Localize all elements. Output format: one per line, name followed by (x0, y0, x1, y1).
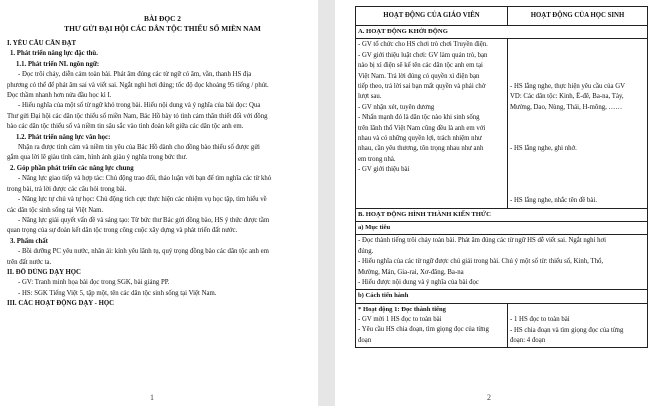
objective-line: - Hiểu được nội dung và ý nghĩa của bài đọc (358, 279, 479, 287)
teacher-line: - GV tổ chức cho HS chơi trò chơi Truyền điện. (358, 41, 488, 49)
body-line: - Năng lực giải quyết vấn đề và sáng tạo: Từ bức thư Bác gửi đồng bào, HS ý thức được tầm (18, 216, 270, 224)
student-line (510, 61, 645, 71)
student-line: - HS lắng nghe, nhắc tên đề bài. (510, 197, 598, 205)
student-line: Mường, Dao, Nùng, Thái, H-mông, …… (510, 103, 623, 111)
student-line (510, 305, 645, 315)
objective-line: đúng. (358, 247, 374, 255)
body-line: I. YÊU CẦU CẦN ĐẠT (7, 40, 77, 47)
teacher-line (358, 176, 505, 186)
body-line: 1. Phát triển năng lực đặc thù. (10, 50, 98, 58)
teacher-line: nào bị xì điện sẽ kể tên các dân tộc anh em tại (358, 62, 483, 70)
student-line (510, 113, 645, 123)
body-line: II. ĐỒ DÙNG DẠY HỌC (7, 268, 81, 276)
document-page-1 (0, 0, 318, 406)
teacher-line: nhau, cần yêu thương, tôn trọng nhau như anh (358, 145, 484, 153)
body-line: phương có thể để phát âm sai và viết sai. Ngắt nghỉ hơi đúng; tốc độ đọc khoảng 95 tiếng / phút. (7, 81, 269, 89)
teacher-line: - GV nhận xét, tuyên dương (358, 103, 435, 111)
body-line: Thư gửi Đại hội các dân tộc thiểu số miền Nam, Bác Hồ bày tỏ tình cảm thân thiết đối với đồng (7, 112, 268, 120)
body-line: - Hiểu nghĩa của một số từ ngữ khó trong bài. Hiểu nội dung và ý nghĩa của bài đọc: Qua (18, 102, 261, 110)
body-line: trong bài, trả lời được các câu hỏi trong bài. (7, 185, 127, 193)
student-line (510, 72, 645, 82)
student-activity-a (508, 39, 648, 209)
section-a-title: A. HOẠT ĐỘNG KHỞI ĐỘNG (356, 26, 648, 39)
student-line (510, 51, 645, 61)
body-line: - Năng lực giao tiếp và hợp tác: Chủ động trao đổi, thảo luận với bạn để tìm nghĩa các từ khó (18, 175, 272, 183)
table-header-row (356, 7, 648, 26)
student-line: VD: Các dân tộc: Kinh, Ê-đê, Ba-na, Tày, (510, 93, 624, 101)
body-line: bào các dân tộc thiểu số và niềm tin sâu sắc vào tình đoàn kết giữa các dân tộc anh em. (7, 123, 244, 131)
body-line: các dân tộc sinh sống tại Việt Nam. (7, 206, 104, 214)
student-line: - HS lắng nghe, ghi nhớ. (510, 145, 577, 153)
section-a-content-row (356, 39, 648, 209)
student-line (510, 165, 645, 175)
body-line: III. CÁC HOẠT ĐỘNG DẠY - HỌC (7, 300, 115, 308)
student-line: đoạn: 4 đoạn (510, 336, 546, 344)
activity-1-row (356, 303, 648, 348)
teacher-line (358, 186, 505, 196)
method-title-row (356, 290, 648, 303)
body-line: - Bồi dưỡng PC yêu nước, nhân ái: kính yêu lãnh tụ, quý trọng đồng bào các dân tộc anh em (18, 248, 269, 256)
body-line: - HS: SGK Tiếng Việt 5, tập một, tên các dân tộc sinh sống tại Việt Nam. (18, 289, 217, 297)
student-line (510, 155, 645, 165)
student-line (510, 124, 645, 134)
activity-table (355, 6, 648, 348)
student-column-header: HOẠT ĐỘNG CỦA HỌC SINH (508, 7, 648, 26)
activity-1-student (508, 303, 648, 348)
teacher-line: - GV giới thiệu luật chơi: GV làm quản trò, bạn (358, 51, 488, 59)
student-line (510, 134, 645, 144)
student-line: - HS lắng nghe, thực hiện yêu cầu của GV (510, 82, 626, 90)
body-line: 3. Phẩm chất (10, 237, 48, 245)
body-line: trên đất nước ta. (7, 258, 52, 266)
lesson-title: BÀI ĐỌC 2 (144, 14, 181, 23)
teacher-line: trên lãnh thổ Việt Nam cũng đều là anh em với (358, 124, 486, 132)
body-line: 1.1. Phát triển NL ngôn ngữ: (16, 60, 100, 68)
activity-1-teacher (356, 303, 508, 348)
teacher-line: Việt Nam. Trả lời đúng có quyền xì điện bạn (358, 72, 480, 80)
teacher-line: tiếp theo, trả lời sai bạn mất quyền và phải chờ (358, 82, 486, 90)
teacher-column-header: HOẠT ĐỘNG CỦA GIÁO VIÊN (356, 7, 508, 26)
student-line (510, 176, 645, 186)
objective-line: - Hiểu nghĩa của các từ ngữ được chú giải trong bài. Chú ý một số từ: thiểu số, Kinh, Thổ, (358, 258, 604, 266)
objectives-title: a) Mục tiêu (356, 222, 648, 235)
lesson-subtitle: THƯ GỬI ĐẠI HỘI CÁC DÂN TỘC THIỂU SỐ MIỀN NAM (64, 24, 261, 33)
teacher-line: - GV giới thiệu bài (358, 166, 410, 174)
student-line: - HS chia đoạn và tìm giọng đọc của từng (510, 326, 624, 334)
teacher-line: em trong nhà. (358, 155, 396, 163)
body-line: - Năng lực tự chủ và tự học: Chủ động tích cực thực hiện các nhiệm vụ học tập, tìm hiểu về (18, 196, 267, 204)
page-number: 2 (487, 393, 491, 402)
section-a-row (356, 26, 648, 39)
body-line: 2. Góp phần phát triển các năng lực chung (10, 164, 134, 172)
objectives-title-row (356, 222, 648, 235)
teacher-line: đoạn (358, 336, 372, 344)
student-line: - 1 HS đọc to toàn bài (510, 316, 570, 324)
teacher-line: - Yêu cầu HS chia đoạn, tìm giọng đọc của từng (358, 326, 489, 334)
teacher-line: lượt sau. (358, 93, 382, 101)
body-line: Nhận ra được tình cảm và niềm tin yêu của Bác Hồ dành cho đồng bào thiểu số được gửi (18, 144, 260, 152)
body-line: - GV: Tranh minh họa bài đọc trong SGK, bài giảng PP. (18, 279, 170, 287)
teacher-activity-a (356, 39, 508, 209)
teacher-line: - Nhấn mạnh đó là dân tộc nào khi sinh sống (358, 114, 480, 122)
activity-1-title: * Hoạt động 1: Đọc thành tiếng (358, 305, 446, 313)
body-line: 1.2. Phát triển năng lực văn học: (16, 133, 111, 141)
section-b-row (356, 208, 648, 221)
body-line: Đọc thầm nhanh hơn nửa đầu học kì I. (7, 92, 112, 100)
objective-line: Mường, Mán, Gia-rai, Xơ-đăng, Ba-na (358, 268, 464, 276)
objectives-row (356, 235, 648, 290)
teacher-line (358, 196, 505, 206)
document-page-2 (335, 0, 650, 406)
body-line: quan trọng của sự đoàn kết dân tộc trong công cuộc xây dựng và phát triển đất nước. (7, 227, 238, 235)
teacher-line: - GV mời 1 HS đọc to toàn bài (358, 316, 442, 324)
objective-line: - Đọc thành tiếng trôi chảy toàn bài. Phát âm đúng các từ ngữ HS dễ viết sai. Ngắt nghỉ hơi (358, 237, 607, 245)
student-line (510, 186, 645, 196)
section-b-title: B. HOẠT ĐỘNG HÌNH THÀNH KIẾN THỨC (356, 208, 648, 221)
method-title: b) Cách tiến hành (356, 290, 648, 303)
objectives-text (356, 235, 648, 290)
page-number: 1 (150, 393, 154, 402)
student-line (510, 40, 645, 50)
body-line: - Đọc trôi chảy, diễn cảm toàn bài. Phát âm đúng các từ ngữ có âm, vần, thanh HS địa (18, 71, 252, 79)
teacher-line: nhau và có những quyền lợi, trách nhiệm như (358, 134, 482, 142)
body-line: gắm qua lời lẽ giàu tình cảm, hình ảnh giàu ý nghĩa trong bức thư. (7, 154, 188, 162)
page-1-body (7, 39, 318, 310)
